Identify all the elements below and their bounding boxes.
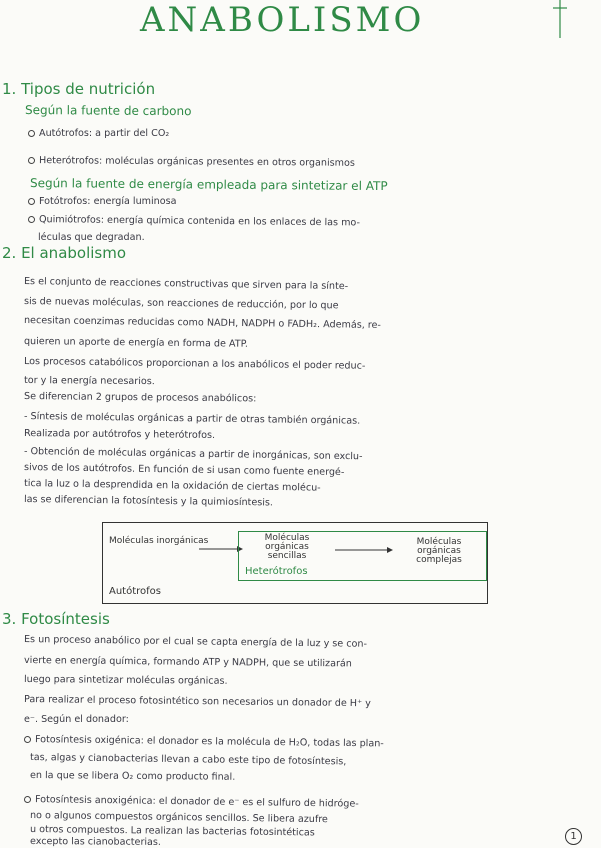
list-item: Fotosíntesis oxigénica: el donador es la molécula de H₂O, todas las plan- bbox=[24, 734, 384, 749]
section-1-heading: 1. Tipos de nutrición bbox=[2, 80, 156, 98]
paragraph-line: Realizada por autótrofos y heterótrofos. bbox=[23, 428, 216, 442]
paragraph-line: necesitan coenzimas reducidas como NADH, NADPH o FADH₂. Además, re- bbox=[23, 315, 382, 331]
paragraph-line: no o algunos compuestos orgánicos sencillos. Se libera azufre bbox=[29, 810, 328, 826]
diagram-autotrophs-label: Autótrofos bbox=[109, 586, 161, 597]
paragraph-line: Se diferencian 2 grupos de procesos anabólicos: bbox=[23, 391, 257, 405]
paragraph-line: Los procesos catabólicos proporcionan a los anabólicos el poder reduc- bbox=[23, 356, 366, 372]
paragraph-line: las se diferencian la fotosíntesis y la quimiosíntesis. bbox=[23, 494, 274, 509]
paragraph-line: - Síntesis de moléculas orgánicas a partir de otras también orgánicas. bbox=[23, 411, 361, 427]
paragraph-line: tor y la energía necesarios. bbox=[23, 375, 155, 388]
paragraph-line: quieren un aporte de energía en forma de ATP. bbox=[23, 336, 249, 350]
cross-icon bbox=[550, 0, 570, 40]
list-item: Quimiótrofos: energía química contenida en los enlaces de las mo- bbox=[28, 214, 360, 228]
paragraph-line: - Obtención de moléculas orgánicas a partir de inorgánicas, son exclu- bbox=[23, 446, 363, 463]
paragraph-line: tas, algas y cianobacterias llevan a cabo este tipo de fotosíntesis, bbox=[29, 752, 347, 768]
paragraph-line: vierte en energía química, formando ATP y NADPH, que se utilizarán bbox=[23, 655, 352, 670]
paragraph-line: en la que se libera O₂ como producto final. bbox=[29, 770, 236, 783]
paragraph-line: sivos de los autótrofos. En función de si usan como fuente energé- bbox=[23, 462, 345, 479]
paragraph-line: e⁻. Según el donador: bbox=[24, 714, 129, 725]
paragraph-line: luego para sintetizar moléculas orgánicas. bbox=[23, 674, 228, 687]
list-item: Heterótrofos: moléculas orgánicas presentes en otros organismos bbox=[28, 155, 355, 169]
section-2-heading: 2. El anabolismo bbox=[2, 244, 127, 262]
paragraph-line: Es el conjunto de reacciones constructivas que sirven para la sínte- bbox=[23, 276, 349, 293]
arrow-icon bbox=[199, 545, 243, 553]
section-1-subheading-energy: Según la fuente de energía empleada para sintetizar el ATP bbox=[29, 176, 388, 194]
section-1-subheading-carbon: Según la fuente de carbono bbox=[24, 103, 192, 119]
diagram-inorganic-label: Moléculas inorgánicas bbox=[109, 536, 209, 546]
heterotrophs-box bbox=[238, 531, 487, 581]
diagram-complex-organic-label: Moléculas orgánicas complejas bbox=[416, 537, 462, 565]
paragraph-line: tica la luz o la desprendida en la oxidación de ciertas molécu- bbox=[23, 478, 321, 494]
diagram-heterotrophs-label: Heterótrofos bbox=[245, 566, 308, 577]
paragraph-line: Para realizar el proceso fotosintético son necesarios un donador de H⁺ y bbox=[23, 694, 371, 710]
paragraph-line: sis de nuevas moléculas, son reacciones de reducción, por lo que bbox=[23, 296, 339, 312]
section-3-heading: 3. Fotosíntesis bbox=[2, 610, 110, 628]
diagram-simple-organic-label: Moléculas orgánicas sencillas bbox=[264, 533, 310, 561]
anabolism-diagram bbox=[102, 522, 488, 604]
list-item: Fotótrofos: energía luminosa bbox=[28, 196, 177, 207]
paragraph-line: Es un proceso anabólico por el cual se capta energía de la luz y se con- bbox=[23, 634, 368, 650]
paragraph-line: excepto las cianobacterias. bbox=[29, 836, 162, 848]
list-item: Autótrofos: a partir del CO₂ bbox=[28, 128, 169, 139]
paragraph-line: u otros compuestos. La realizan las bacterias fotosintéticas bbox=[29, 824, 315, 839]
page-number: 1 bbox=[565, 828, 582, 845]
page-title: ANABOLISMO bbox=[140, 0, 425, 40]
list-item: Fotosíntesis anoxigénica: el donador de e⁻ es el sulfuro de hidróge- bbox=[24, 794, 359, 810]
list-item-continuation: léculas que degradan. bbox=[38, 232, 145, 243]
arrow-icon bbox=[335, 546, 393, 554]
